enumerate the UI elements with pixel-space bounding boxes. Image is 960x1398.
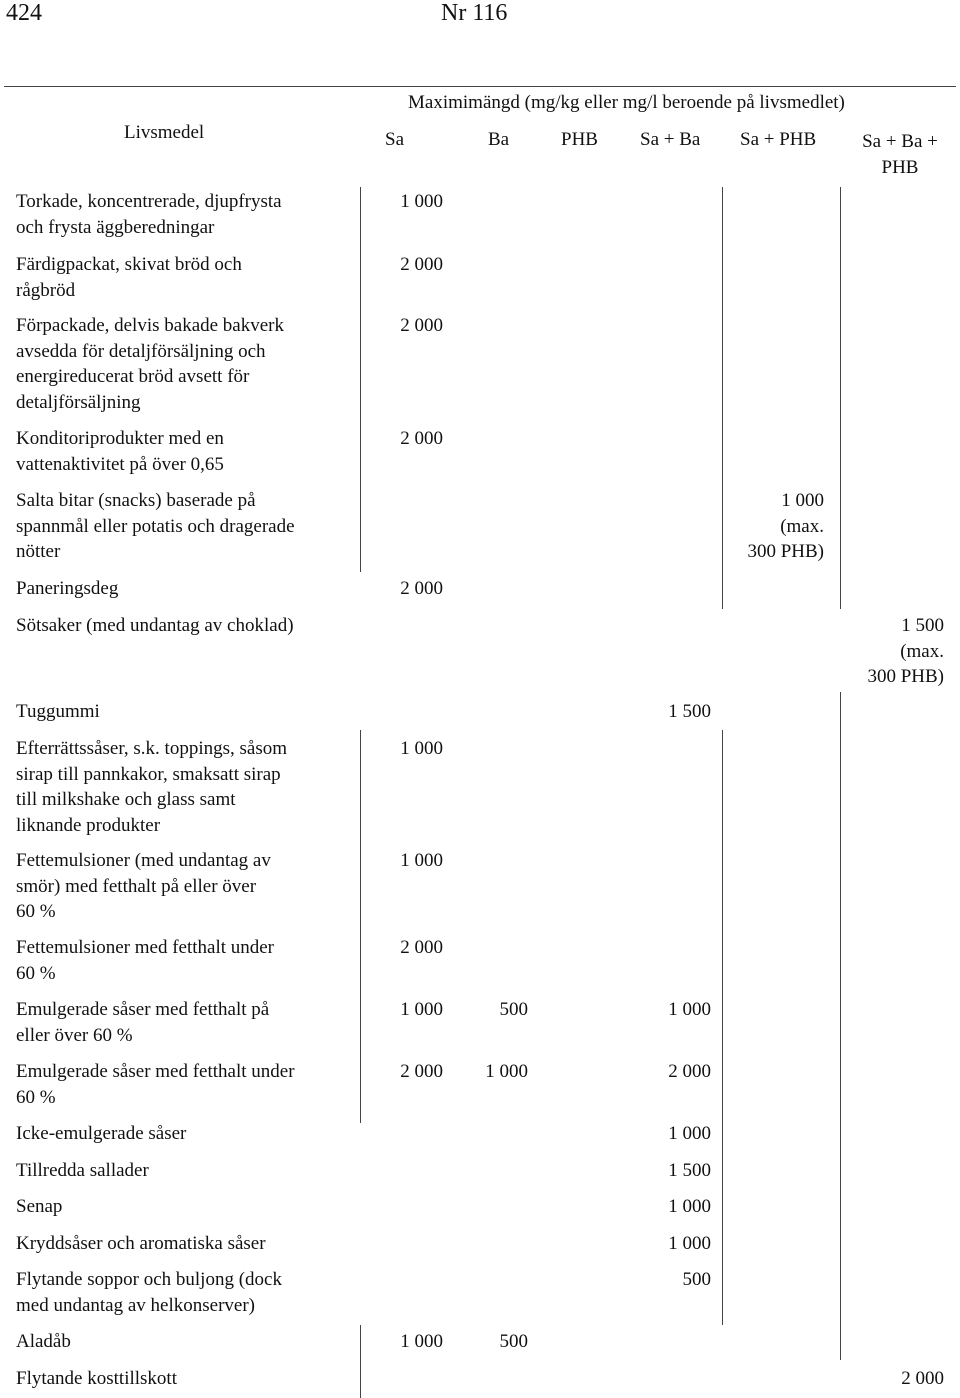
value-ba: 500 [499, 1331, 528, 1352]
value-sa: 2 000 [400, 254, 443, 275]
value-sa: 2 000 [400, 1061, 443, 1082]
row-label: Aladåb [16, 1331, 71, 1352]
row-label: Färdigpackat, skivat bröd och rågbröd [16, 254, 242, 301]
value-sa-ba-phb: 2 000 [901, 1368, 944, 1389]
row-label: Tillredda sallader [16, 1160, 149, 1181]
value-ba: 500 [499, 999, 528, 1020]
value-ba: 1 000 [485, 1061, 528, 1082]
value-sa-ba: 2 000 [668, 1061, 711, 1082]
col-header-sa: Sa [385, 129, 404, 150]
value-sa-ba: 1 000 [668, 999, 711, 1020]
row-label: Flytande soppor och buljong (dock med undantag av helkonserver) [16, 1269, 282, 1316]
col-separator [360, 730, 361, 1123]
row-label: Senap [16, 1196, 63, 1217]
value-sa-ba: 500 [682, 1269, 711, 1290]
row-label: Paneringsdeg [16, 578, 119, 599]
value-sa: 1 000 [400, 1331, 443, 1352]
row-label: Flytande kosttillskott [16, 1368, 177, 1389]
value-sa-ba: 1 000 [668, 1196, 711, 1217]
col-separator [360, 187, 361, 572]
value-sa-ba: 1 500 [668, 1160, 711, 1181]
value-sa: 1 000 [400, 850, 443, 871]
row-label: Emulgerade såser med fetthalt under 60 % [16, 1061, 295, 1108]
page-number: 424 [6, 0, 42, 26]
row-label: Sötsaker (med undantag av choklad) [16, 615, 294, 636]
col-separator [360, 1325, 361, 1398]
col-header-sa-phb: Sa + PHB [740, 129, 817, 150]
value-sa: 1 000 [400, 738, 443, 759]
col-header-ba: Ba [488, 129, 510, 150]
food-column-header: Livsmedel [124, 122, 205, 143]
value-sa-ba-phb: 1 500 (max. 300 PHB) [867, 615, 944, 687]
value-sa-phb: 1 000 (max. 300 PHB) [747, 490, 824, 562]
row-label: Fettemulsioner (med undantag av smör) med fetthalt på eller över 60 % [16, 850, 271, 922]
value-sa: 2 000 [400, 428, 443, 449]
row-label: Konditoriprodukter med en vattenaktivitet på över 0,65 [16, 428, 224, 475]
col-separator [722, 730, 723, 1325]
document-number: Nr 116 [441, 0, 508, 26]
value-sa-ba: 1 000 [668, 1123, 711, 1144]
row-label: Salta bitar (snacks) baserade på spannmål eller potatis och dragerade nötter [16, 490, 295, 562]
row-label: Torkade, koncentrerade, djupfrysta och frysta äggberedningar [16, 191, 282, 238]
col-separator [722, 187, 723, 609]
col-separator [840, 187, 841, 609]
value-sa-ba: 1 000 [668, 1233, 711, 1254]
row-label: Efterrättssåser, s.k. toppings, såsom sirap till pannkakor, smaksatt sirap till milkshake och glass samt liknande produkter [16, 738, 288, 836]
row-label: Kryddsåser och aromatiska såser [16, 1233, 266, 1254]
row-label: Emulgerade såser med fetthalt på eller över 60 % [16, 999, 270, 1046]
col-header-sa-ba: Sa + Ba [640, 129, 701, 150]
row-label: Icke-emulgerade såser [16, 1123, 187, 1144]
top-rule [4, 86, 956, 87]
value-sa-ba: 1 500 [668, 701, 711, 722]
max-amount-caption: Maximimängd (mg/kg eller mg/l beroende på livsmedlet) [408, 92, 845, 113]
row-label: Tuggummi [16, 701, 100, 722]
row-label: Fettemulsioner med fetthalt under 60 % [16, 937, 275, 984]
value-sa: 1 000 [400, 191, 443, 212]
value-sa: 2 000 [400, 937, 443, 958]
value-sa: 1 000 [400, 999, 443, 1020]
value-sa: 2 000 [400, 315, 443, 336]
value-sa: 2 000 [400, 578, 443, 599]
col-header-sa-ba-phb: Sa + Ba + PHB [862, 131, 938, 178]
row-label: Förpackade, delvis bakade bakverk avsedda för detaljförsäljning och energireducerat bröd avsett för detaljförsäljning [16, 315, 285, 413]
col-separator [840, 692, 841, 1360]
col-header-phb: PHB [561, 129, 598, 150]
